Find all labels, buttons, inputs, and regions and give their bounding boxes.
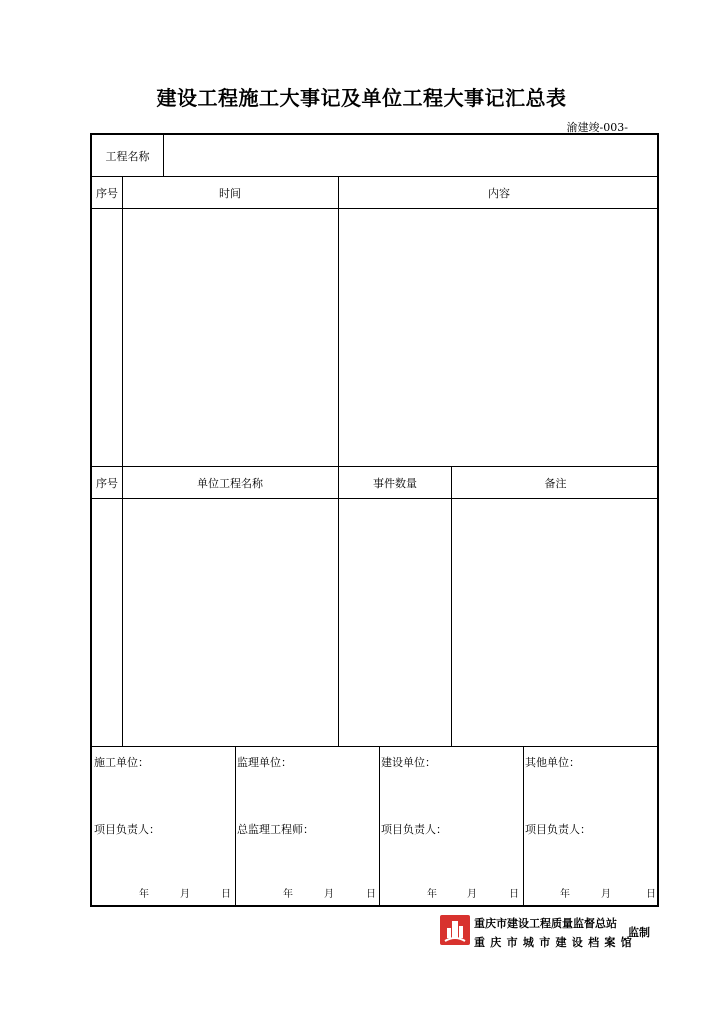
date-day: 日 xyxy=(509,889,519,900)
page-title: 建设工程施工大事记及单位工程大事记汇总表 xyxy=(156,86,567,110)
events-header-index: 序号 xyxy=(96,186,118,200)
events-index-cell[interactable] xyxy=(92,209,122,465)
divider xyxy=(235,746,236,907)
date-year: 年 xyxy=(560,889,570,900)
date-year: 年 xyxy=(427,889,437,900)
supervise-label: 监制 xyxy=(628,926,650,939)
date-year: 年 xyxy=(283,889,293,900)
date-month: 月 xyxy=(324,889,334,900)
divider xyxy=(523,746,524,907)
quality-station-name: 重庆市建设工程质量监督总站 xyxy=(474,917,617,930)
units-header-name: 单位工程名称 xyxy=(197,476,263,490)
events-header-content: 内容 xyxy=(488,186,510,200)
events-time-cell[interactable] xyxy=(123,209,337,465)
supervision-unit-label: 监理单位： xyxy=(237,756,292,769)
events-content-cell[interactable] xyxy=(339,209,659,465)
divider xyxy=(92,746,659,747)
date-day: 日 xyxy=(646,889,656,900)
city-building-logo-icon xyxy=(440,915,470,945)
divider xyxy=(379,746,380,907)
date-day: 日 xyxy=(221,889,231,900)
owner-unit-label: 建设单位： xyxy=(381,756,436,769)
units-header-remarks: 备注 xyxy=(544,476,567,490)
date-month: 月 xyxy=(180,889,190,900)
date-year: 年 xyxy=(139,889,149,900)
other-unit-label: 其他单位： xyxy=(525,756,580,769)
date-month: 月 xyxy=(601,889,611,900)
units-name-cell[interactable] xyxy=(123,499,337,745)
units-count-cell[interactable] xyxy=(339,499,451,745)
document-number: 渝建竣-003- xyxy=(566,121,628,134)
events-header-time: 时间 xyxy=(219,186,241,200)
units-remarks-cell[interactable] xyxy=(452,499,659,745)
units-header-count: 事件数量 xyxy=(373,476,417,490)
project-name-field[interactable] xyxy=(164,135,659,176)
owner-person-label: 项目负责人： xyxy=(381,823,447,836)
archives-name: 重庆市城市建设档案馆 xyxy=(474,936,637,949)
construction-unit-label: 施工单位： xyxy=(94,756,149,769)
units-header-index: 序号 xyxy=(96,476,118,490)
date-day: 日 xyxy=(366,889,376,900)
other-person-label: 项目负责人： xyxy=(525,823,591,836)
project-name-label: 工程名称 xyxy=(105,149,150,163)
units-index-cell[interactable] xyxy=(92,499,122,745)
construction-person-label: 项目负责人： xyxy=(94,823,160,836)
chief-engineer-label: 总监理工程师： xyxy=(237,823,314,836)
date-month: 月 xyxy=(467,889,477,900)
form-table xyxy=(90,133,659,907)
